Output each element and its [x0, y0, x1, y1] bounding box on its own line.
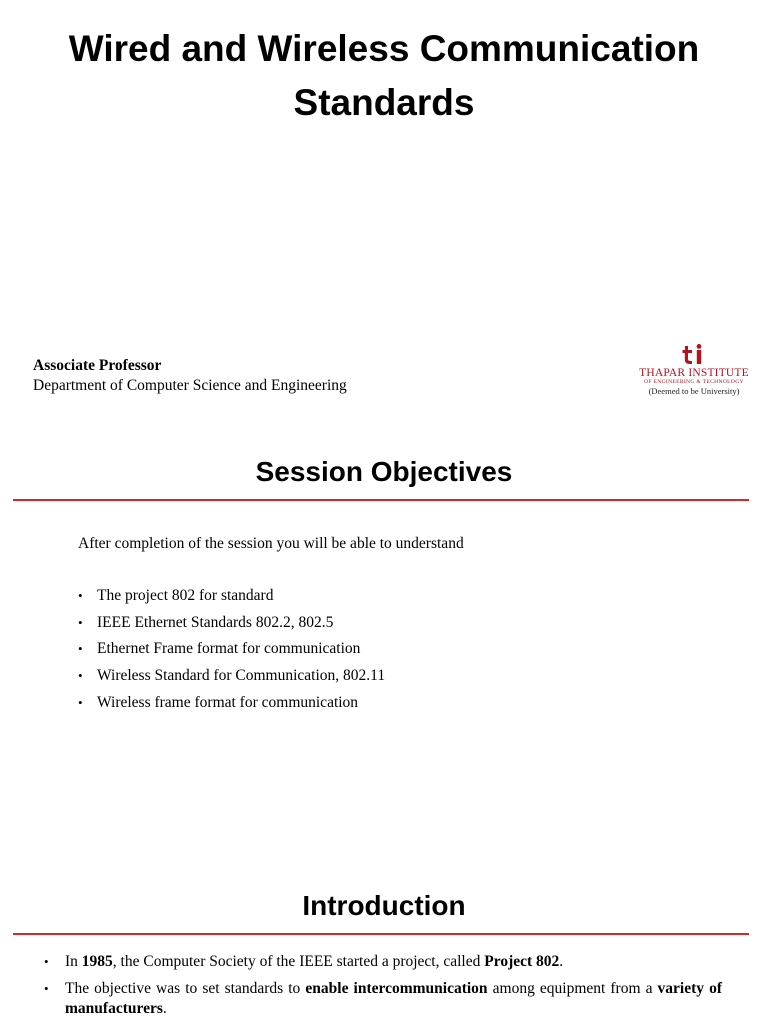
- introduction-list: [44, 952, 722, 1026]
- list-item: [44, 952, 722, 972]
- objective-text: Wireless frame format for communication: [97, 693, 359, 711]
- objectives-list: [78, 585, 385, 718]
- title-line-2: Standards: [293, 82, 475, 123]
- ti-logo-icon: [681, 343, 707, 365]
- presenter-info: [33, 356, 347, 396]
- institute-logo: [623, 343, 765, 403]
- intro-emphasis: enable intercommunication: [305, 980, 488, 997]
- objective-text: IEEE Ethernet Standards 802.2, 802.5: [97, 613, 334, 631]
- title-slide: [0, 0, 768, 420]
- list-item: [78, 638, 385, 665]
- introduction-slide: [0, 876, 768, 1024]
- intro-emphasis: variety of manufacturers: [65, 980, 723, 1017]
- heading-divider: [13, 499, 749, 501]
- bullet-icon: •: [78, 588, 83, 603]
- intro-text: The objective was to set standards to: [65, 980, 306, 997]
- intro-year: 1985: [81, 953, 113, 970]
- bullet-icon: •: [78, 614, 83, 630]
- list-item: [78, 612, 385, 639]
- bullet-icon: •: [78, 694, 83, 710]
- bullet-icon: •: [44, 954, 49, 969]
- institute-name: THAPAR INSTITUTE: [639, 367, 749, 379]
- intro-text: among equipment from a: [487, 980, 658, 997]
- bullet-icon: •: [44, 981, 49, 996]
- objectives-slide: [0, 440, 768, 840]
- objectives-intro: After completion of the session you will be able to understand: [78, 535, 464, 552]
- list-item: [78, 692, 385, 719]
- objective-text: Ethernet Frame format for communication: [97, 640, 361, 658]
- title-line-1: Wired and Wireless Communication: [68, 28, 700, 69]
- heading-divider: [13, 933, 749, 935]
- institute-subtitle: OF ENGINEERING & TECHNOLOGY: [644, 379, 744, 385]
- intro-text: , the Computer Society of the IEEE started a project, called: [112, 953, 485, 970]
- presenter-department: Department of Computer Science and Engineering: [33, 377, 347, 394]
- bullet-icon: •: [78, 641, 83, 657]
- objective-text: The project 802 for standard: [97, 587, 274, 604]
- list-item: [44, 979, 722, 1019]
- intro-text: .: [162, 1000, 167, 1017]
- list-item: [78, 585, 385, 612]
- presenter-role: Associate Professor: [33, 357, 162, 374]
- intro-text: In: [65, 953, 82, 970]
- page-title: [20, 22, 748, 130]
- list-item: [78, 665, 385, 692]
- slide-heading: Session Objectives: [255, 456, 513, 487]
- objective-text: Wireless Standard for Communication, 802.11: [97, 667, 386, 685]
- intro-text: .: [559, 953, 564, 970]
- bullet-icon: •: [78, 668, 83, 684]
- institute-deemed: (Deemed to be University): [648, 386, 740, 396]
- slide-heading: Introduction: [302, 890, 466, 921]
- intro-project-name: Project 802: [484, 953, 560, 970]
